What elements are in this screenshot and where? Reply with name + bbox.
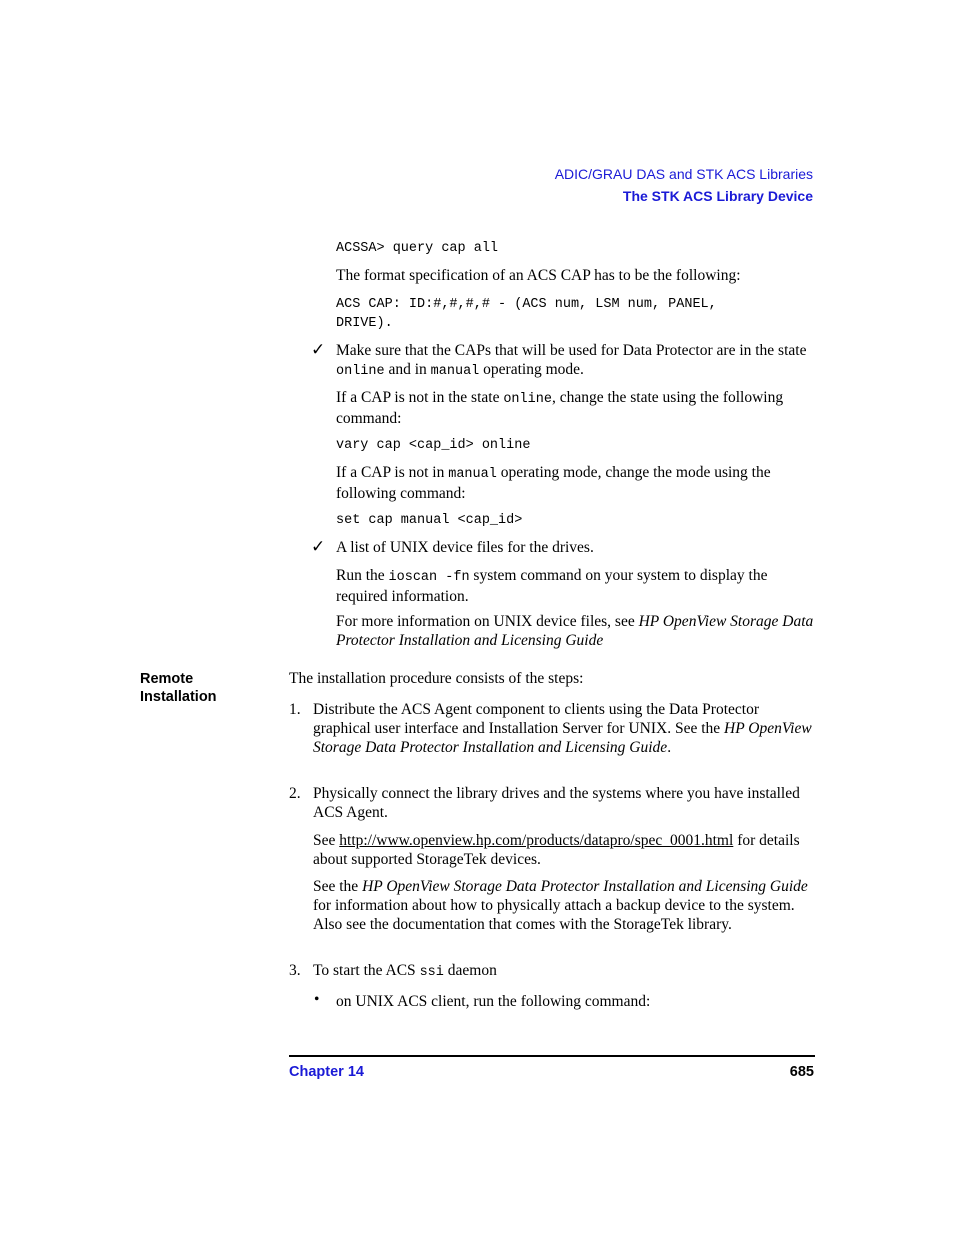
paragraph-more-info: For more information on UNIX device files, see HP OpenView Storage Data Protector Installation and Licensing Guide bbox=[336, 613, 814, 649]
paragraph-run-ioscan: Run the ioscan -fn system command on your system to display the required information. bbox=[336, 567, 768, 605]
checkmark-icon: ✓ bbox=[311, 340, 326, 360]
bullet-unix-client: on UNIX ACS client, run the following command: bbox=[336, 993, 651, 1010]
section-heading-remote-installation: Remote Installation bbox=[140, 671, 217, 705]
code-set-cap-manual: set cap manual <cap_id> bbox=[336, 513, 523, 528]
footer-rule bbox=[289, 1055, 815, 1057]
step-3-text: To start the ACS ssi daemon bbox=[313, 962, 497, 980]
page-number: 685 bbox=[789, 1064, 814, 1080]
running-header-subtitle: The STK ACS Library Device bbox=[622, 188, 813, 204]
step-2-see-link: See http://www.openview.hp.com/products/datapro/spec_0001.html for details about supported StorageTek devices. bbox=[313, 832, 800, 868]
paragraph-format-spec: The format specification of an ACS CAP has to be the following: bbox=[336, 267, 741, 284]
step-number: 1. bbox=[289, 701, 301, 718]
step-2-text: Physically connect the library drives and the systems where you have installed ACS Agent. bbox=[313, 785, 800, 821]
footer-chapter: Chapter 14 bbox=[289, 1064, 364, 1080]
code-query-cap: ACSSA> query cap all bbox=[336, 241, 499, 256]
paragraph-procedure-intro: The installation procedure consists of the steps: bbox=[289, 670, 584, 687]
code-acs-cap-line1: ACS CAP: ID:#,#,#,# - (ACS num, LSM num, PANEL, bbox=[336, 297, 717, 312]
checklist-item-caps-state: Make sure that the CAPs that will be used for Data Protector are in the state online and in manual operating mode. bbox=[336, 342, 807, 379]
spec-link[interactable]: http://www.openview.hp.com/products/datapro/spec_0001.html bbox=[339, 832, 734, 849]
code-vary-cap: vary cap <cap_id> online bbox=[336, 438, 531, 453]
running-header-title: ADIC/GRAU DAS and STK ACS Libraries bbox=[554, 166, 813, 182]
bullet-icon: • bbox=[314, 991, 320, 1008]
paragraph-not-manual: If a CAP is not in manual operating mode, change the mode using the following command: bbox=[336, 464, 771, 502]
paragraph-not-online: If a CAP is not in the state online, change the state using the following command: bbox=[336, 389, 784, 427]
step-number: 3. bbox=[289, 962, 301, 979]
step-1-text: Distribute the ACS Agent component to clients using the Data Protector graphical user interface and Installation Server for UNIX. See the HP OpenView Storage Data Protector Installation and Licensing Guide. bbox=[313, 701, 812, 756]
step-2-physical-attach: See the HP OpenView Storage Data Protector Installation and Licensing Guide for information about how to physically attach a backup device to the system. Also see the documentation that comes with the StorageTek library. bbox=[313, 878, 808, 933]
checklist-item-device-files: A list of UNIX device files for the drives. bbox=[336, 539, 594, 556]
code-acs-cap-line2: DRIVE). bbox=[336, 316, 393, 331]
checkmark-icon: ✓ bbox=[311, 537, 326, 557]
step-number: 2. bbox=[289, 785, 301, 802]
